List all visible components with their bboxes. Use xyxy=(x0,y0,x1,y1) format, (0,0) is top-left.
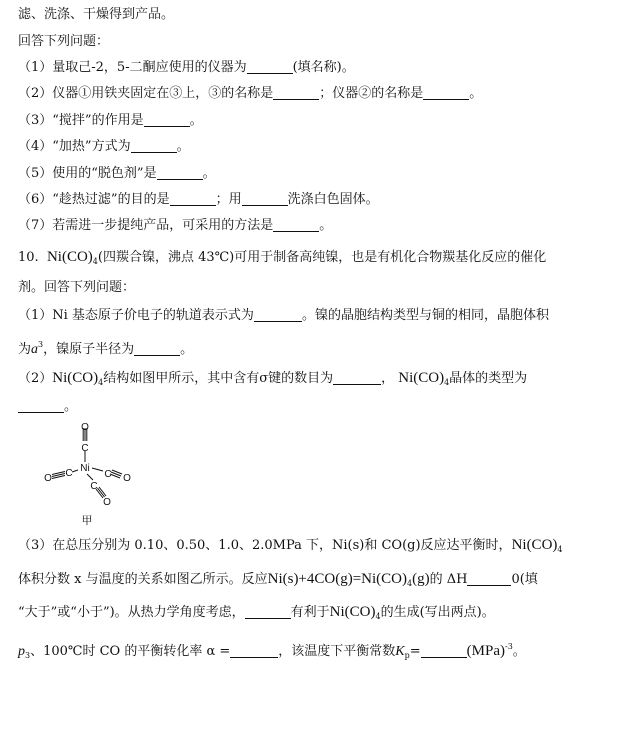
answer-blank[interactable] xyxy=(273,85,319,100)
oxygen-label: O xyxy=(123,473,131,484)
answer-blank[interactable] xyxy=(245,604,291,619)
carbon-label: C xyxy=(90,481,98,492)
answer-blank[interactable] xyxy=(247,59,293,74)
question-3: （3）“搅拌”的作用是 。 xyxy=(18,113,203,128)
question-7: （7）若需进一步提纯产品，可采用的方法是 。 xyxy=(18,218,333,233)
question-6: （6）“趁热过滤”的目的是 ；用 洗涤白色固体。 xyxy=(18,192,379,207)
line-1: 滤、洗涤、干燥得到产品。 xyxy=(18,7,175,22)
answer-blank[interactable] xyxy=(242,191,288,206)
problem-10-stem: 10. $Ni(CO)_4$(四羰合镍，沸点 43℃)可用于制备高纯镍，也是有机化合物羰基化反应的催化 xyxy=(18,249,547,266)
answer-blank[interactable] xyxy=(157,165,203,180)
oxygen-label: O xyxy=(103,497,111,508)
ni-co4-structure-diagram xyxy=(40,422,150,532)
sub-question-2-line-2: 。 xyxy=(18,398,77,416)
answer-blank[interactable] xyxy=(467,571,511,586)
sub-question-1: （1）Ni 基态原子价电子的轨道表示式为 。镍的晶胞结构类型与铜的相同，晶胞体积 xyxy=(18,308,549,323)
line-2: 回答下列问题： xyxy=(18,34,110,49)
answer-blank[interactable] xyxy=(423,85,469,100)
sub-question-3-line-4: $p_3$、100℃时 CO 的平衡转化率 α = ，该温度下平衡常数$K_p= (MPa)^{-3}$。 xyxy=(18,642,526,660)
carbon-label: C xyxy=(81,443,89,454)
question-5: （5）使用的“脱色剂”是 。 xyxy=(18,166,216,181)
sub-question-3-line-2: 体积分数 x 与温度的关系如图乙所示。反应$Ni(s)+4CO(g)=Ni(CO)_4(g)$的 ΔH 0(填 xyxy=(18,571,538,588)
answer-blank[interactable] xyxy=(131,138,177,153)
question-2: （2）仪器①用铁夹固定在③上，③的名称是 ；仪器②的名称是 。 xyxy=(18,86,483,101)
answer-blank[interactable] xyxy=(170,191,216,206)
answer-blank[interactable] xyxy=(254,307,302,322)
answer-blank[interactable] xyxy=(273,217,319,232)
answer-blank[interactable] xyxy=(333,370,381,385)
sub-question-3-line-3: “大于”或“小于”)。从热力学角度考虑， 有利于$Ni(CO)_4$的生成(写出两点)。 xyxy=(18,604,495,621)
problem-10-stem-2: 剂。回答下列问题： xyxy=(18,280,136,295)
question-1: （1）量取己-2，5-二酮应使用的仪器为 (填名称)。 xyxy=(18,60,355,75)
answer-blank[interactable] xyxy=(230,643,278,658)
figure-caption: 甲 xyxy=(81,514,93,527)
carbon-label: C xyxy=(65,468,73,479)
question-4: （4）“加热”方式为 。 xyxy=(18,139,190,154)
oxygen-label: O xyxy=(44,473,52,484)
sub-question-2: $(2)Ni(CO)_4$结构如图甲所示，其中含有σ键的数目为 ， $Ni(CO)_4$晶体的类型为 xyxy=(18,370,528,387)
answer-blank[interactable] xyxy=(18,398,64,413)
answer-blank[interactable] xyxy=(144,112,190,127)
oxygen-label: O xyxy=(81,422,89,433)
answer-blank[interactable] xyxy=(421,643,467,658)
sub-question-1-line-2: 为$a^3$，镍原子半径为 。 xyxy=(18,340,194,357)
answer-blank[interactable] xyxy=(134,341,180,356)
sub-question-3: （3）在总压分别为 0.10、0.50、1.0、2.0MPa 下，Ni(s)和 CO(g)反应达平衡时，$Ni(CO)_4$ xyxy=(18,537,563,554)
carbon-label: C xyxy=(104,469,112,480)
nickel-label: Ni xyxy=(80,463,90,474)
